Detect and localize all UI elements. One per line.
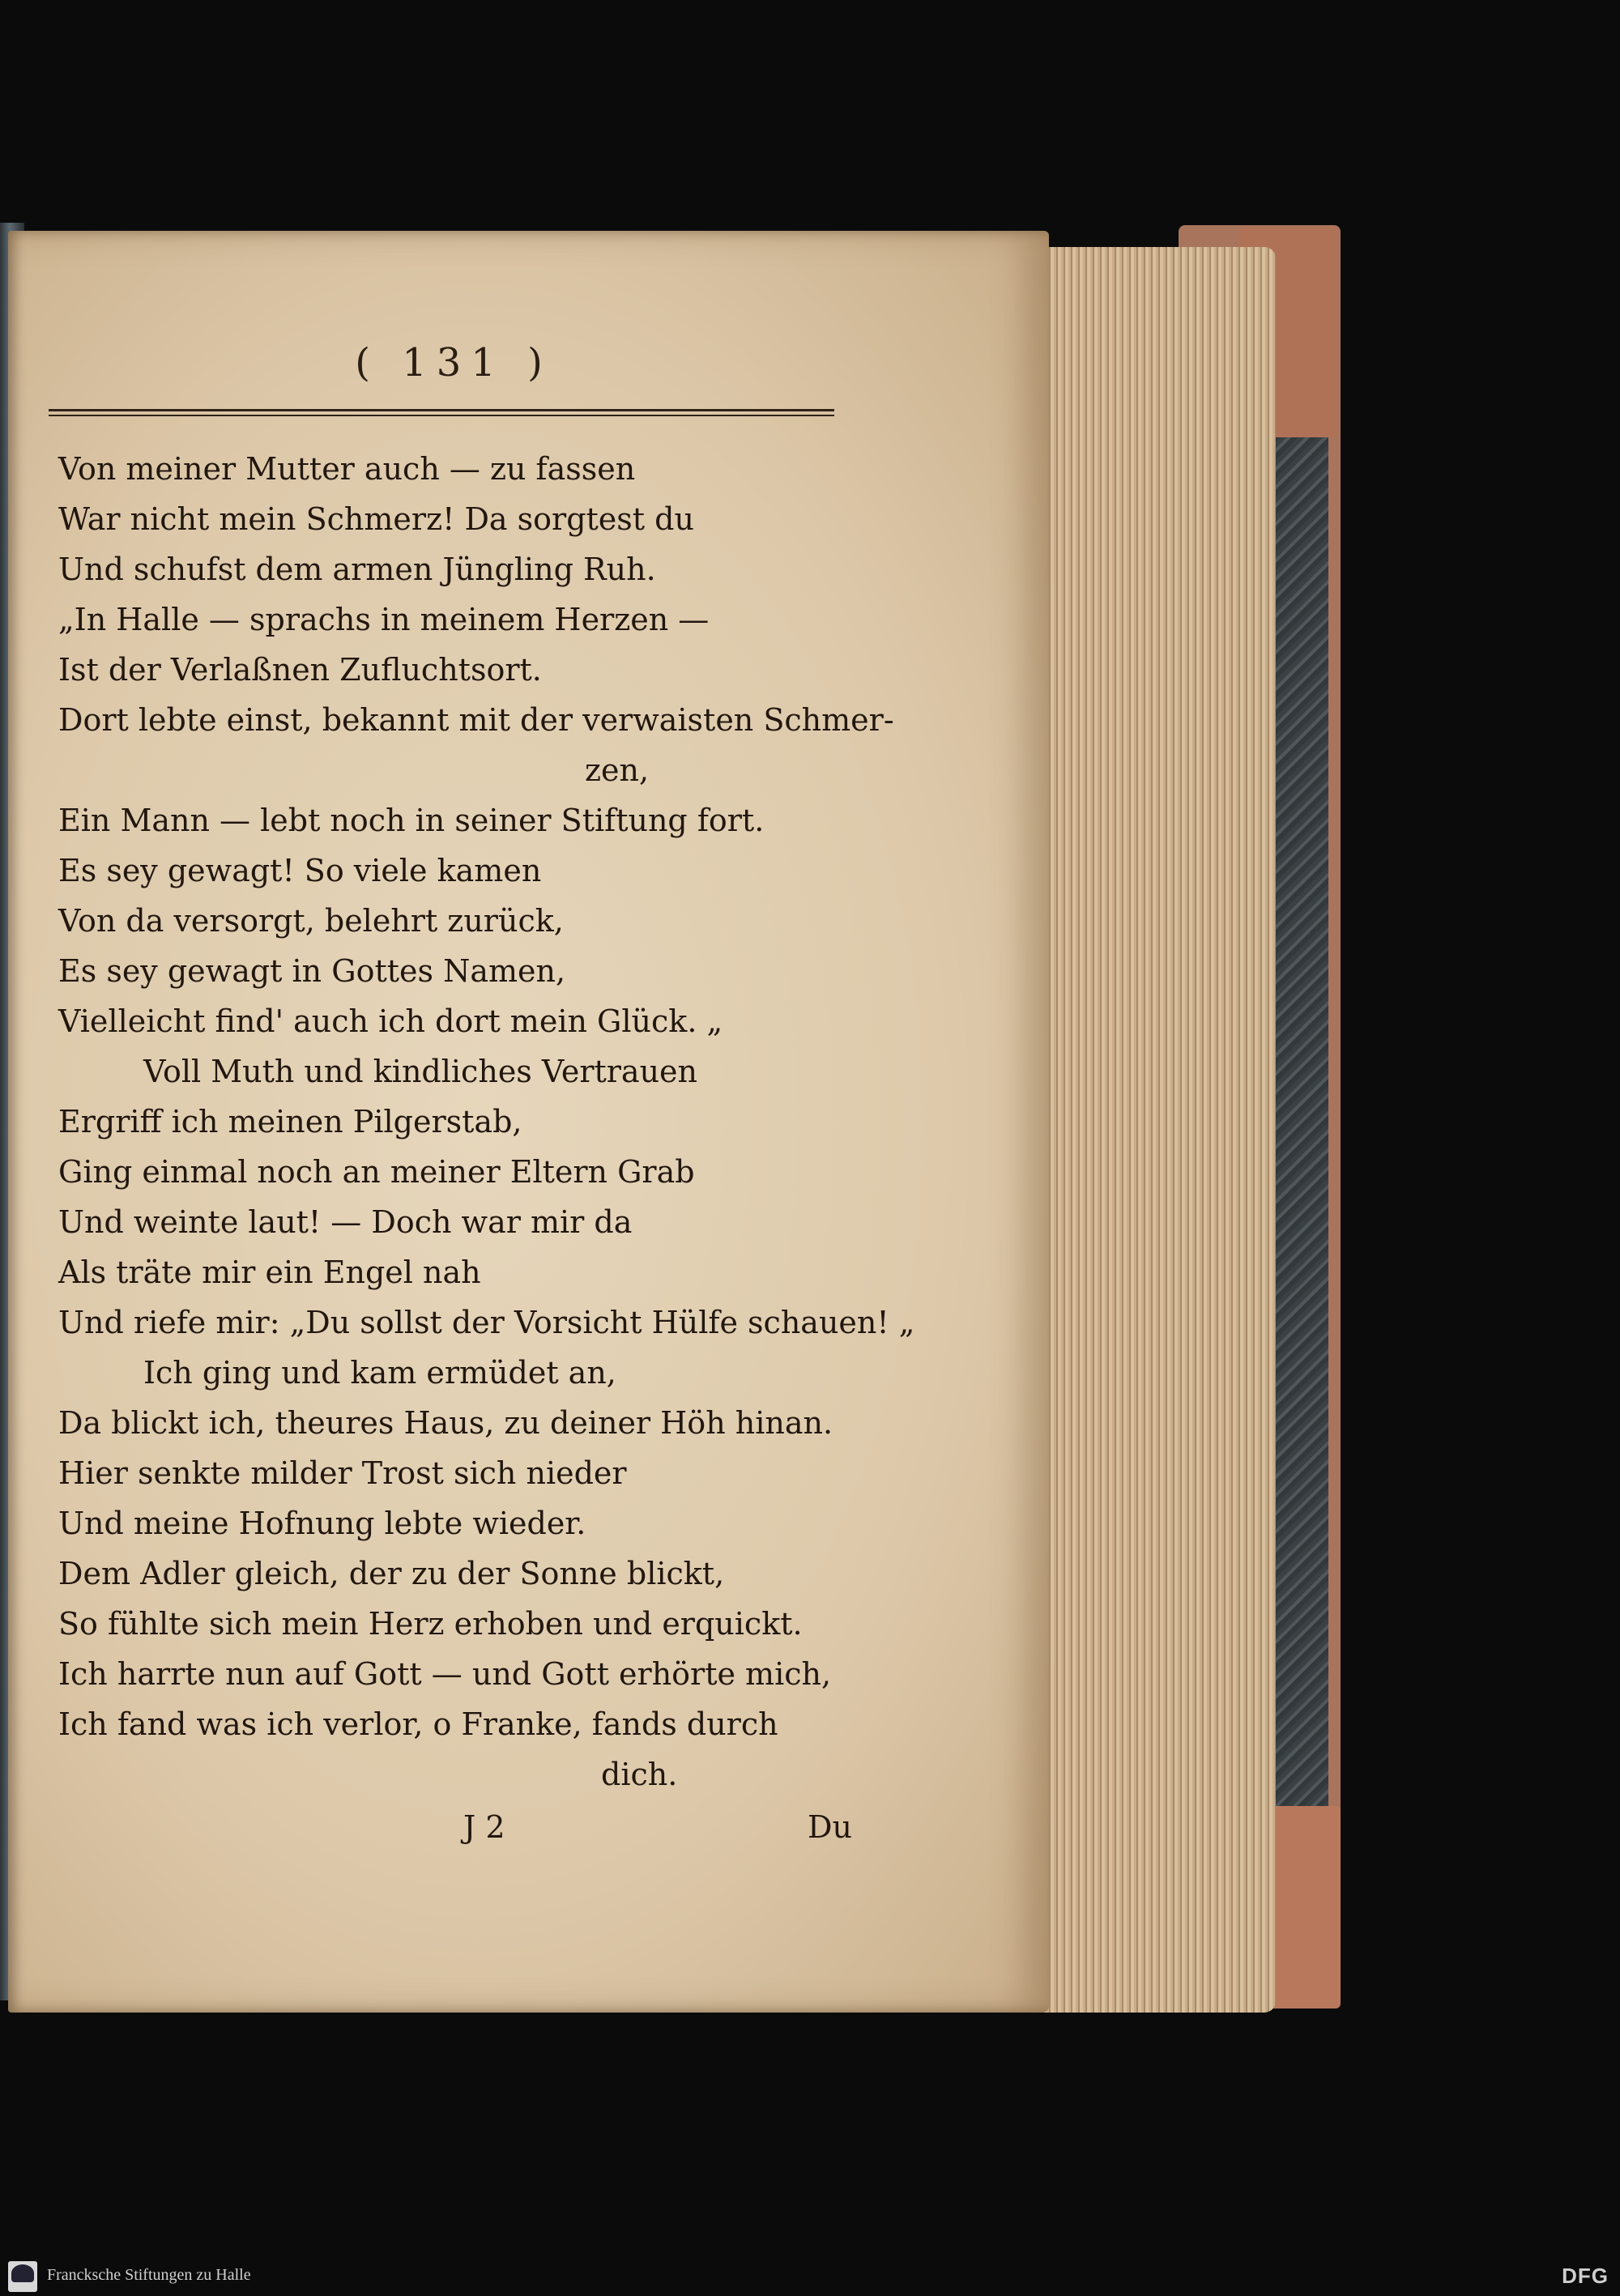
cover-board <box>1276 405 1328 1863</box>
text-line: Als träte mir ein Engel nah <box>58 1254 481 1290</box>
text-line: Und weinte laut! — Doch war mir da <box>58 1204 633 1240</box>
text-line: Ist der Verlaßnen Zufluchtsort. <box>58 652 542 688</box>
text-line: Dort lebte einst, bekannt mit der verwaisten Schmer- <box>58 702 894 738</box>
stanza-first-line: Voll Muth und kindliches Vertrauen <box>143 1054 698 1089</box>
text-line: War nicht mein Schmerz! Da sorgtest du <box>58 501 694 537</box>
text-line: So fühlte sich mein Herz erhoben und erquickt. <box>58 1606 803 1642</box>
text-line: Und schufst dem armen Jüngling Ruh. <box>58 552 656 587</box>
signature-mark: J 2 <box>463 1809 505 1845</box>
page-edges <box>1025 247 1276 2013</box>
text-line: Ich harrte nun auf Gott — und Gott erhörte mich, <box>58 1656 832 1692</box>
page-number: ( 131 ) <box>355 340 552 386</box>
logo-emblem-icon <box>11 2264 34 2282</box>
funder-logo: DFG <box>1562 2264 1609 2288</box>
catchword: Du <box>808 1809 852 1845</box>
text-line: Es sey gewagt in Gottes Namen, <box>58 953 566 989</box>
poem-text <box>58 444 915 1800</box>
header-rule <box>49 409 834 416</box>
text-line: Da blickt ich, theures Haus, zu deiner Höh hinan. <box>58 1405 833 1441</box>
text-line: Und meine Hofnung lebte wieder. <box>58 1506 586 1541</box>
text-line: Ergriff ich meinen Pilgerstab, <box>58 1104 522 1139</box>
text-line-continuation: dich. <box>601 1757 678 1792</box>
text-line: Ich fand was ich verlor, o Franke, fands durch <box>58 1706 778 1742</box>
text-line: Und riefe mir: „Du sollst der Vorsicht Hülfe schauen! „ <box>58 1305 915 1340</box>
text-line: Von meiner Mutter auch — zu fassen <box>58 451 636 487</box>
stanza-first-line: Ich ging und kam ermüdet an, <box>143 1355 616 1391</box>
text-line: Es sey gewagt! So viele kamen <box>58 853 542 888</box>
text-line: Vielleicht find' auch ich dort mein Glück. „ <box>58 1003 723 1039</box>
text-line-continuation: zen, <box>585 752 650 788</box>
page-footer <box>58 1802 852 1852</box>
text-line: Ging einmal noch an meiner Eltern Grab <box>58 1154 695 1190</box>
text-line: Dem Adler gleich, der zu der Sonne blickt, <box>58 1556 725 1591</box>
text-line: Hier senkte milder Trost sich nieder <box>58 1455 627 1491</box>
text-line: Von da versorgt, belehrt zurück, <box>58 903 564 939</box>
text-line: „In Halle — sprachs in meinem Herzen — <box>58 602 710 637</box>
institution-credit: Francksche Stiftungen zu Halle <box>47 2266 251 2284</box>
text-line: Ein Mann — lebt noch in seiner Stiftung fort. <box>58 803 765 838</box>
